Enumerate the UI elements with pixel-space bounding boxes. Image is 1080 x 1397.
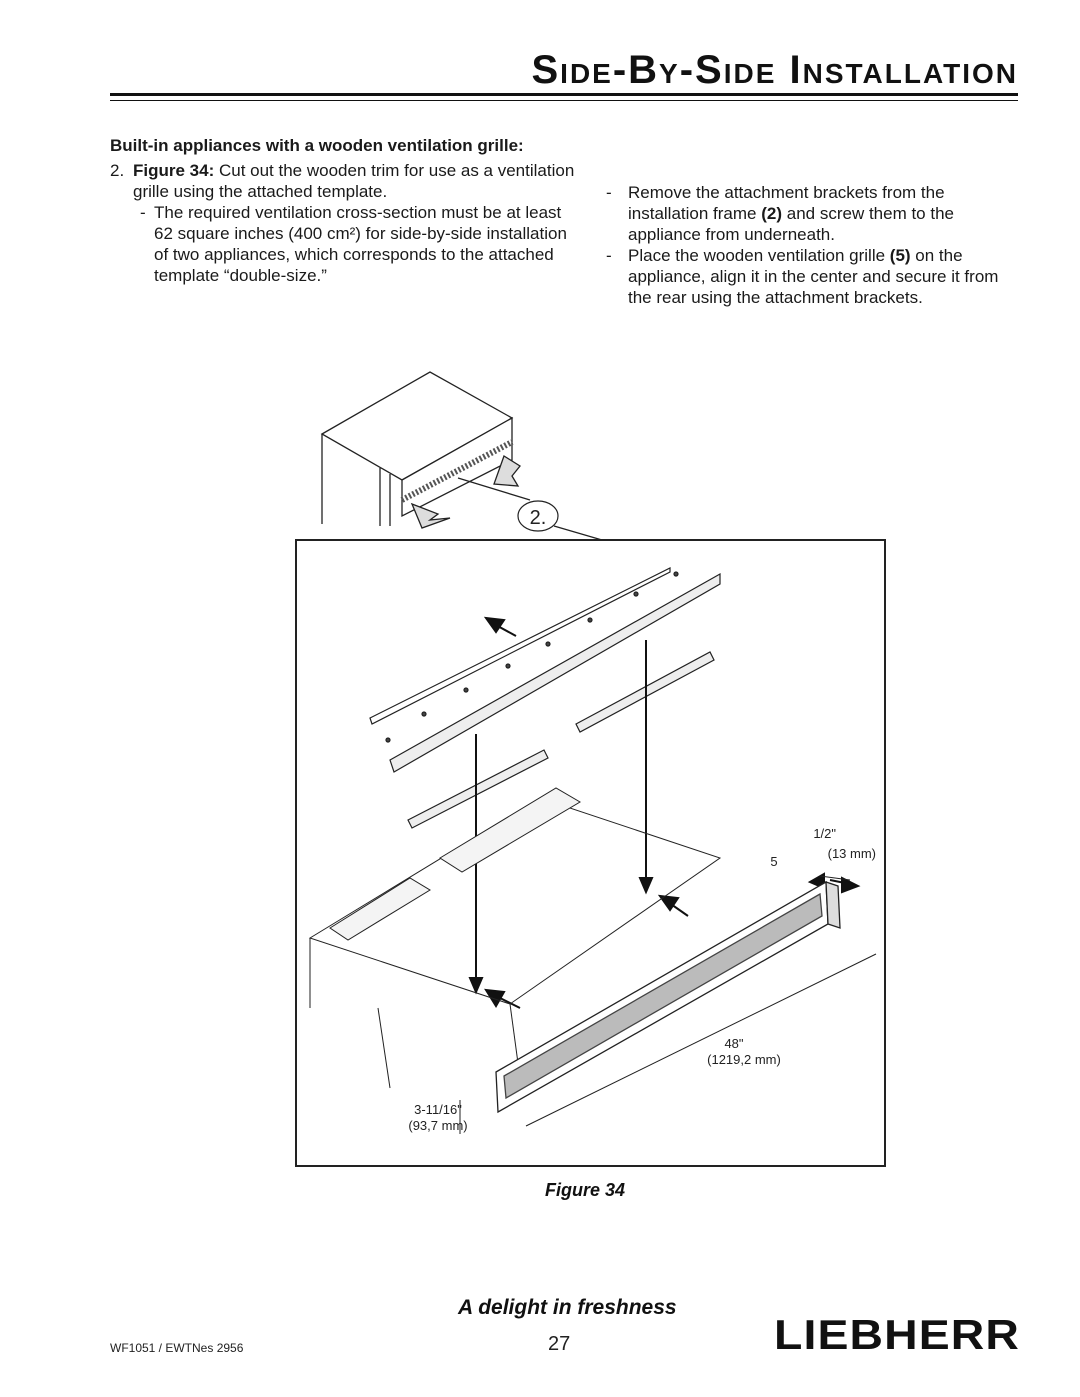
page-title: Side-By-Side Installation xyxy=(531,48,1018,92)
bullet-dash: - xyxy=(140,203,146,222)
figure-caption: Figure 34 xyxy=(545,1180,626,1200)
right-column xyxy=(606,182,1026,308)
appliance-sketch xyxy=(322,372,530,528)
figure-reference: Figure 34: xyxy=(133,161,215,180)
dim-half-inch: 1/2" xyxy=(813,826,836,841)
remove-brackets-text-2: and screw them to the appliance from underneath. xyxy=(628,204,954,244)
title-rule-thick xyxy=(110,93,1018,96)
instruction-place-grille xyxy=(606,245,1026,308)
dim-half-mm: (13 mm) xyxy=(827,846,876,861)
bullet-dash: - xyxy=(606,183,612,202)
dim-width-mm: (1219,2 mm) xyxy=(707,1052,781,1067)
callout-2-label: 2. xyxy=(529,507,547,529)
brand-wordmark: LIEBHERR xyxy=(774,1311,1020,1355)
left-column xyxy=(110,136,580,286)
step-2 xyxy=(110,160,580,202)
installation-diagram xyxy=(290,368,900,1180)
instruction-remove-brackets xyxy=(606,182,1026,245)
ref-5: (5) xyxy=(889,246,911,265)
page-number: 27 xyxy=(548,1333,571,1355)
tagline: A delight in freshness xyxy=(458,1296,677,1319)
dim-height-inch: 3-11/16" xyxy=(414,1102,462,1117)
ref-2: (2) xyxy=(761,204,783,223)
title-rule-thin xyxy=(110,100,1018,101)
remove-brackets-text-1: Remove the attachment brackets from the installation frame xyxy=(628,183,945,223)
place-grille-text-1: Place the wooden ventilation grille xyxy=(628,246,890,265)
place-grille-text-2: on the appliance, align it in the center and secure it from the rear using the attachment brackets. xyxy=(628,246,999,307)
figure-frame xyxy=(296,540,885,1166)
step-number: 2. xyxy=(110,161,125,180)
step-text: Cut out the wooden trim for use as a ventilation grille using the attached template. xyxy=(133,161,575,201)
document-code: WF1051 / EWTNes 2956 xyxy=(110,1341,244,1355)
dim-height-mm: (93,7 mm) xyxy=(408,1118,468,1133)
grille-label-5: 5 xyxy=(770,854,778,869)
dim-width-inch: 48" xyxy=(724,1036,744,1051)
liebherr-logo xyxy=(772,1311,1022,1355)
section-heading: Built-in appliances with a wooden ventilation grille: xyxy=(110,136,524,155)
ventilation-requirement-text: The required ventilation cross-section must be at least 62 square inches (400 cm²) for side-by-side installation of two appliances, which corresponds to the attached template “double-size.” xyxy=(154,203,567,285)
ventilation-requirement xyxy=(110,202,580,286)
bullet-dash: - xyxy=(606,246,612,265)
callout-2 xyxy=(518,501,602,540)
